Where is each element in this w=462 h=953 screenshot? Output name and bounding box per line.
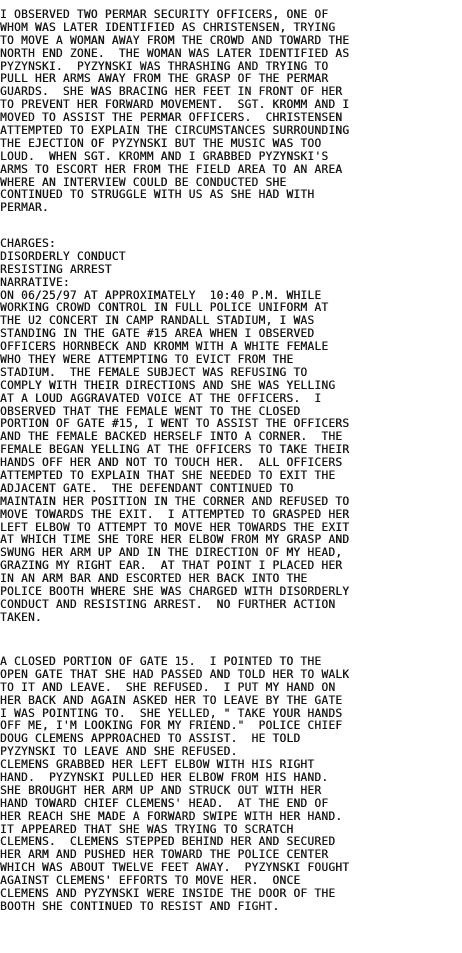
- report-line: WHERE AN INTERVIEW COULD BE CONDUCTED SHE: [0, 175, 287, 189]
- report-line: I OBSERVED TWO PERMAR SECURITY OFFICERS, ONE OF: [0, 8, 329, 21]
- report-line: AGAINST CLEMENS' EFFORTS TO MOVE HER. ONCE: [0, 874, 301, 888]
- report-line: PULL HER ARMS AWAY FROM THE GRASP OF THE PERMAR: [0, 72, 329, 86]
- report-line: AND THE FEMALE BACKED HERSELF INTO A CORNER. THE: [0, 430, 343, 444]
- report-line: TO MOVE A WOMAN AWAY FROM THE CROWD AND TOWARD THE: [0, 33, 350, 47]
- observation-block: [0, 9, 349, 215]
- report-line: SHE BROUGHT HER ARM UP AND STRUCK OUT WITH HER: [0, 783, 322, 797]
- report-line: AT A LOUD AGGRAVATED VOICE AT THE OFFICERS. I: [0, 391, 322, 405]
- report-line: CLEMENS GRABBED HER LEFT ELBOW WITH HIS RIGHT: [0, 758, 315, 772]
- report-line: MOVE TOWARDS THE EXIT. I ATTEMPTED TO GRASPED HER: [0, 507, 350, 521]
- report-line: PYZYNSKI TO LEAVE AND SHE REFUSED.: [0, 745, 238, 759]
- report-line: ARMS TO ESCORT HER FROM THE FIELD AREA TO AN AREA: [0, 162, 343, 176]
- report-line: PORTION OF GATE #15, I WENT TO ASSIST THE OFFICERS: [0, 417, 350, 431]
- report-line: PYZYNSKI. PYZYNSKI WAS THRASHING AND TRYING TO: [0, 59, 329, 73]
- report-line: BOOTH SHE CONTINUED TO RESIST AND FIGHT.: [0, 899, 280, 913]
- report-line: HAND TOWARD CHIEF CLEMENS' HEAD. AT THE END OF: [0, 796, 329, 810]
- report-line: LOUD. WHEN SGT. KROMM AND I GRABBED PYZYNSKI'S: [0, 149, 329, 163]
- report-line: ATTEMPTED TO EXPLAIN THE CIRCUMSTANCES SURROUNDING: [0, 124, 350, 138]
- report-line: LEFT ELBOW TO ATTEMPT TO MOVE HER TOWARDS THE EXIT: [0, 520, 350, 534]
- report-line: ATTEMPTED TO EXPLAIN THAT SHE NEEDED TO EXIT THE: [0, 469, 336, 483]
- report-line: TO PREVENT HER FORWARD MOVEMENT. SGT. KROMM AND I: [0, 98, 350, 112]
- report-line: ADJACENT GATE. THE DEFENDANT CONTINUED TO: [0, 481, 294, 495]
- report-line: OFFICERS HORNBECK AND KROMM WITH A WHITE FEMALE: [0, 340, 329, 354]
- report-line: HER ARM AND PUSHED HER TOWARD THE POLICE CENTER: [0, 848, 329, 862]
- report-line: WHOM WAS LATER IDENTIFIED AS CHRISTENSEN, TRYING: [0, 20, 336, 34]
- report-line: CLEMENS AND PYZYNSKI WERE INSIDE THE DOOR OF THE: [0, 887, 336, 901]
- report-line: WHICH WAS ABOUT TWELVE FEET AWAY. PYZYNSKI FOUGHT: [0, 861, 350, 875]
- report-line: CONDUCT AND RESISTING ARREST. NO FURTHER ACTION: [0, 597, 336, 611]
- report-line: DISORDERLY CONDUCT: [0, 249, 126, 263]
- report-line: OBSERVED THAT THE FEMALE WENT TO THE CLOSED: [0, 404, 301, 418]
- report-line: GUARDS. SHE WAS BRACING HER FEET IN FRONT OF HER: [0, 85, 343, 99]
- charges-narrative-block: [0, 238, 349, 625]
- report-line: GRAZING MY RIGHT EAR. AT THAT POINT I PLACED HER: [0, 559, 343, 573]
- report-line: HER BACK AND AGAIN ASKED HER TO LEAVE BY THE GATE: [0, 693, 343, 707]
- gate-incident-block: [0, 656, 349, 914]
- report-line: ON 06/25/97 AT APPROXIMATELY 10:40 P.M. WHILE: [0, 288, 322, 302]
- report-line: NARRATIVE:: [0, 275, 70, 289]
- report-line: AT WHICH TIME SHE TORE HER ELBOW FROM MY GRASP AND: [0, 533, 350, 547]
- report-line: HANDS OFF HER AND NOT TO TOUCH HER. ALL OFFICERS: [0, 456, 343, 470]
- report-line: PERMAR.: [0, 201, 49, 215]
- report-line: COMPLY WITH THEIR DIRECTIONS AND SHE WAS YELLING: [0, 378, 336, 392]
- report-line: THE U2 CONCERT IN CAMP RANDALL STADIUM, I WAS: [0, 314, 315, 328]
- report-line: CLEMENS. CLEMENS STEPPED BEHIND HER AND SECURED: [0, 835, 336, 849]
- report-line: WORKING CROWD CONTROL IN FULL POLICE UNIFORM AT: [0, 301, 329, 315]
- report-line: OFF ME, I'M LOOKING FOR MY FRIEND." POLICE CHIEF: [0, 719, 343, 733]
- report-line: SWUNG HER ARM UP AND IN THE DIRECTION OF MY HEAD,: [0, 546, 343, 560]
- gate-cutoff-line: [0, 947, 335, 953]
- report-line: HER REACH SHE MADE A FORWARD SWIPE WITH HER HAND.: [0, 809, 343, 823]
- report-line: RESISTING ARREST: [0, 262, 112, 276]
- report-line: I WAS POINTING TO. SHE YELLED, " TAKE YOUR HANDS: [0, 706, 343, 720]
- report-line: HAND. PYZYNSKI PULLED HER ELBOW FROM HIS HAND.: [0, 771, 329, 785]
- report-line: CHARGES:: [0, 237, 56, 250]
- report-line: STADIUM. THE FEMALE SUBJECT WAS REFUSING TO: [0, 365, 308, 379]
- report-line: IN AN ARM BAR AND ESCORTED HER BACK INTO THE: [0, 572, 308, 586]
- report-line: FEMALE BEGAN YELLING AT THE OFFICERS TO TAKE THEIR: [0, 443, 350, 457]
- report-line: POLICE BOOTH WHERE SHE WAS CHARGED WITH DISORDERLY: [0, 585, 350, 599]
- report-line: IT APPEARED THAT SHE WAS TRYING TO SCRATCH: [0, 822, 294, 836]
- report-line: THE EJECTION OF PYZYNSKI BUT THE MUSIC WAS TOO: [0, 136, 322, 150]
- report-line: TO IT AND LEAVE. SHE REFUSED. I PUT MY HAND ON: [0, 680, 336, 694]
- report-line: TAKEN.: [0, 610, 42, 624]
- report-line: STANDING IN THE GATE #15 AREA WHEN I OBSERVED: [0, 327, 315, 341]
- report-line: MOVED TO ASSIST THE PERMAR OFFICERS. CHRISTENSEN: [0, 111, 343, 125]
- report-line: OPEN GATE THAT SHE HAD PASSED AND TOLD HER TO WALK: [0, 667, 350, 681]
- report-line: MAINTAIN HER POSITION IN THE CORNER AND REFUSED TO: [0, 494, 350, 508]
- report-line: A CLOSED PORTION OF GATE 15. I POINTED TO THE: [0, 655, 322, 668]
- report-line: DOUG CLEMENS APPROACHED TO ASSIST. HE TOLD: [0, 732, 301, 746]
- report-line: WHO THEY WERE ATTEMPTING TO EVICT FROM THE: [0, 353, 294, 367]
- report-line: NORTH END ZONE. THE WOMAN WAS LATER IDENTIFIED AS: [0, 46, 350, 60]
- report-line: CONTINUED TO STRUGGLE WITH US AS SHE HAD WITH: [0, 188, 315, 202]
